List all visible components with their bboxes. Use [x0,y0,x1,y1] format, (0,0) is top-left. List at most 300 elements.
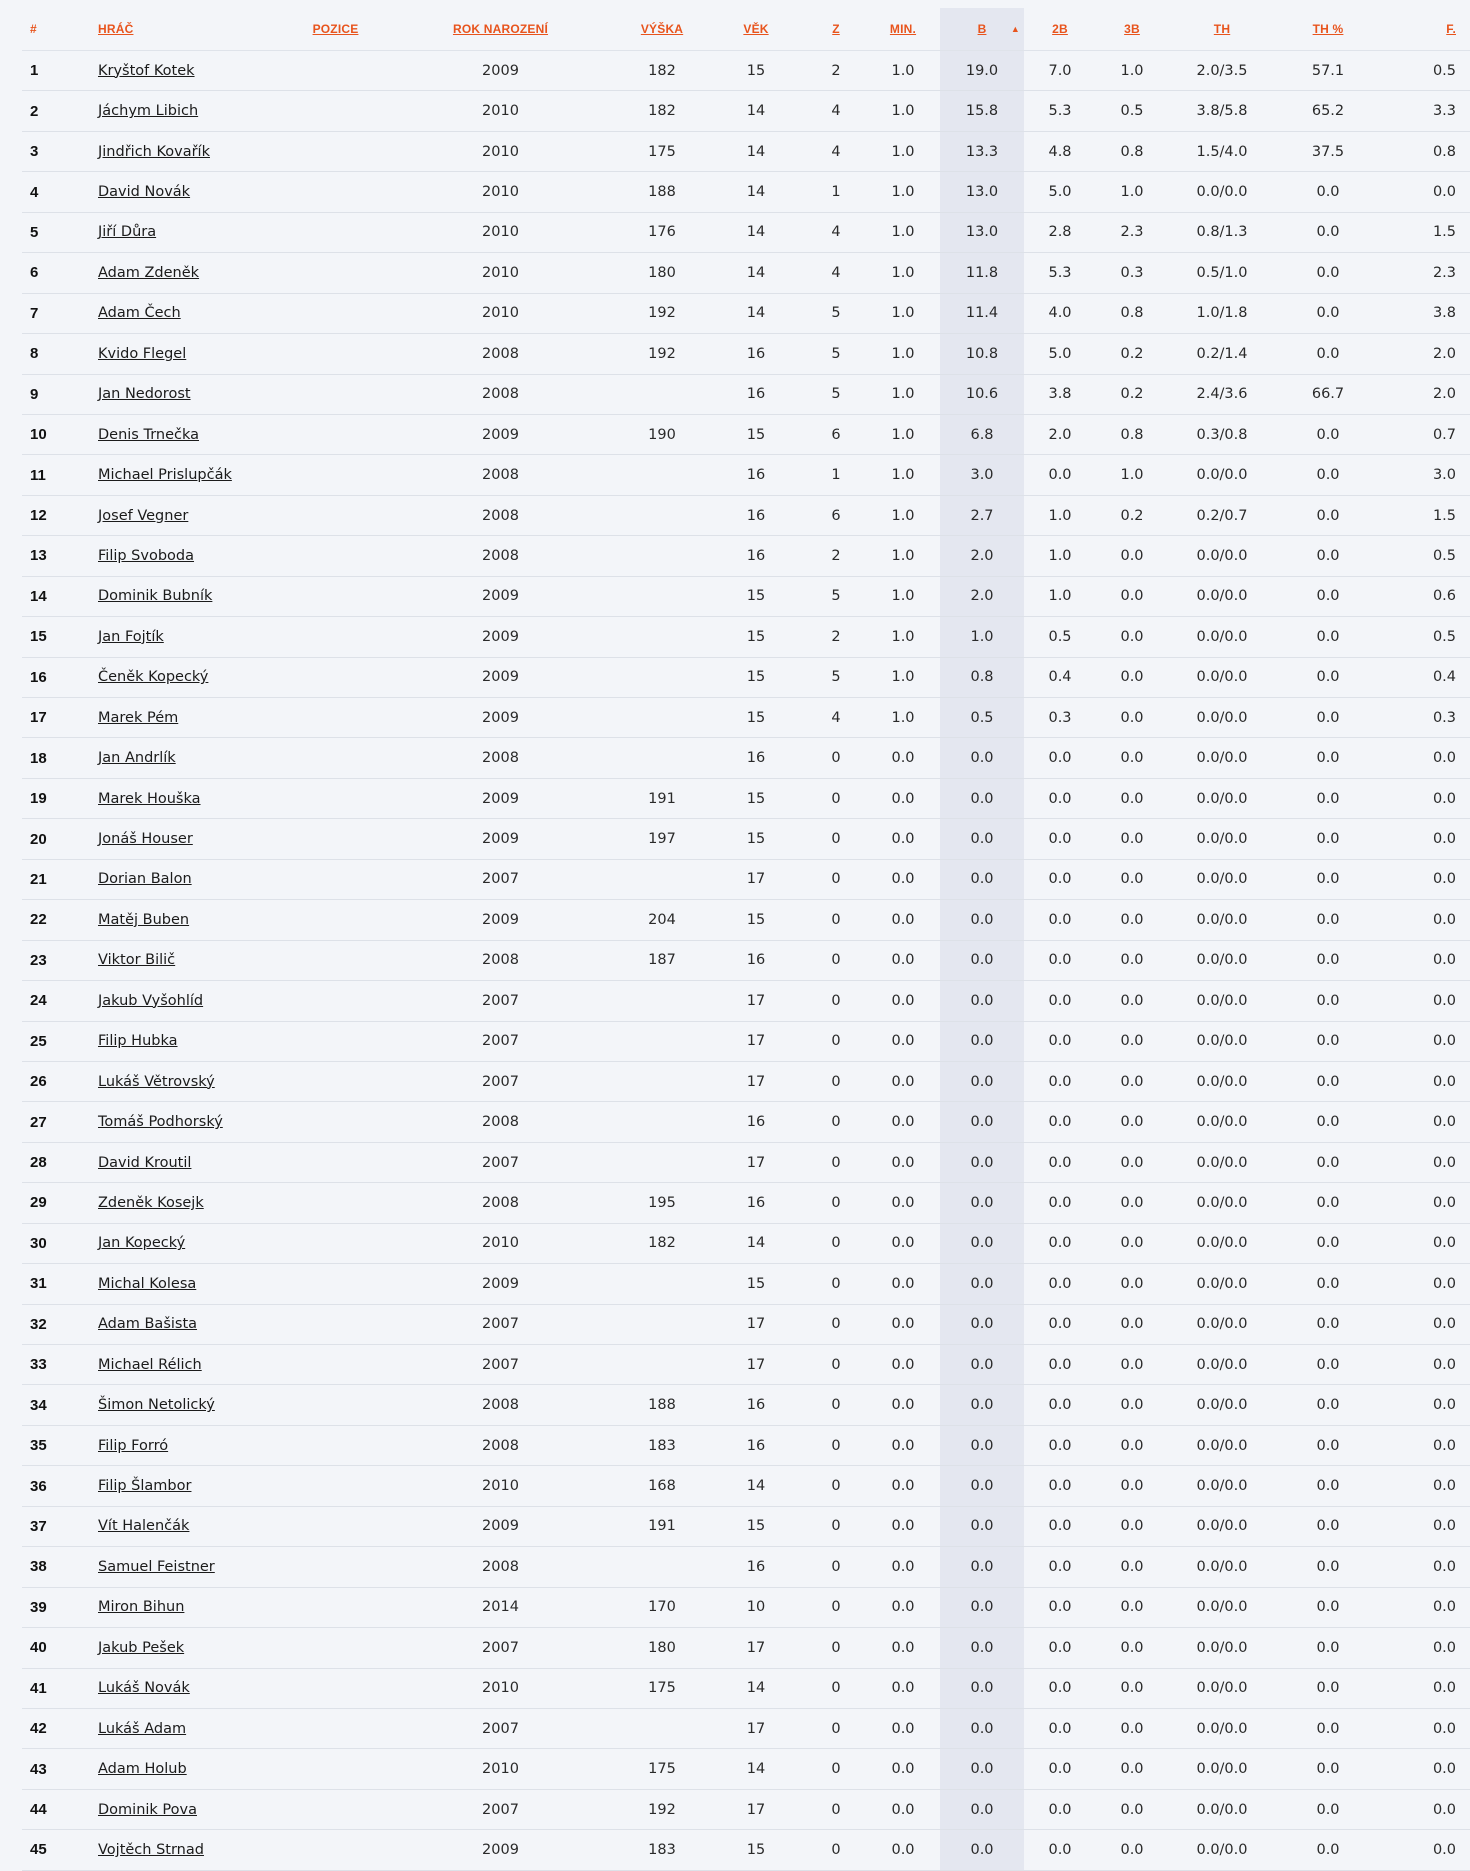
two-pointers-cell: 0.0 [1024,1668,1096,1708]
minutes-cell: 0.0 [866,1385,940,1425]
position-cell [288,374,383,414]
minutes-cell: 0.0 [866,1668,940,1708]
three-pointers-cell: 0.2 [1096,495,1168,535]
player-name-cell [98,1183,288,1223]
player-link[interactable]: Filip Svoboda [98,547,195,564]
position-cell [288,172,383,212]
two-pointers-cell: 2.8 [1024,212,1096,252]
player-link[interactable]: David Novák [98,184,191,201]
table-row [22,1021,1470,1061]
birth-year-cell: 2008 [383,1102,618,1142]
position-cell [288,1021,383,1061]
points-cell: 0.0 [940,1223,1024,1263]
birth-year-cell: 2008 [383,940,618,980]
free-throws-cell: 3.8/5.8 [1168,91,1276,131]
free-throw-pct-cell: 0.0 [1276,172,1380,212]
games-cell: 5 [806,334,866,374]
rank-cell: 25 [22,1021,98,1061]
two-pointers-cell: 0.0 [1024,900,1096,940]
two-pointers-cell: 0.0 [1024,1264,1096,1304]
three-pointers-cell: 0.8 [1096,414,1168,454]
points-cell: 19.0 [940,51,1024,91]
player-link[interactable]: Jáchym Libich [98,103,199,120]
two-pointers-cell: 0.0 [1024,1102,1096,1142]
player-name-cell [98,1708,288,1748]
age-cell: 17 [706,1304,806,1344]
free-throw-pct-cell: 0.0 [1276,1183,1380,1223]
player-link[interactable]: Jan Nedorost [98,386,191,403]
free-throws-cell: 0.0/0.0 [1168,981,1276,1021]
rank-cell: 22 [22,900,98,940]
free-throw-pct-cell: 0.0 [1276,334,1380,374]
player-name-cell [98,1264,288,1304]
player-link[interactable]: Vojtěch Strnad [98,1841,204,1858]
games-cell: 0 [806,1223,866,1263]
position-cell [288,778,383,818]
player-link[interactable]: Jindřich Kovařík [98,143,210,160]
minutes-cell: 0.0 [866,1304,940,1344]
free-throw-pct-cell: 0.0 [1276,1345,1380,1385]
birth-year-cell: 2010 [383,1466,618,1506]
free-throw-pct-cell: 0.0 [1276,1749,1380,1789]
birth-year-cell: 2007 [383,1061,618,1101]
table-row [22,576,1470,616]
player-name-cell [98,1142,288,1182]
player-name-cell [98,1345,288,1385]
table-row [22,1425,1470,1465]
birth-year-cell: 2007 [383,1021,618,1061]
position-cell [288,414,383,454]
position-cell [288,1345,383,1385]
fouls-cell: 0.0 [1380,738,1470,778]
two-pointers-cell: 0.0 [1024,738,1096,778]
height-cell [618,698,706,738]
player-name-cell [98,495,288,535]
player-link[interactable]: Marek Houška [98,790,201,807]
games-cell: 2 [806,51,866,91]
fouls-cell: 2.0 [1380,374,1470,414]
column-header-free-throws[interactable]: TH [1168,8,1276,51]
player-link[interactable]: Jakub Vyšohlíd [98,992,204,1009]
rank-cell: 11 [22,455,98,495]
fouls-cell: 0.0 [1380,1547,1470,1587]
age-cell: 14 [706,1466,806,1506]
table-row [22,1385,1470,1425]
fouls-cell: 0.0 [1380,1668,1470,1708]
minutes-cell: 1.0 [866,698,940,738]
height-cell: 183 [618,1830,706,1870]
column-header-minutes[interactable]: MIN. [866,8,940,51]
fouls-cell: 0.0 [1380,1223,1470,1263]
points-cell: 0.0 [940,1466,1024,1506]
player-link[interactable]: David Kroutil [98,1154,192,1171]
age-cell: 14 [706,1749,806,1789]
age-cell: 16 [706,374,806,414]
player-link[interactable]: Josef Vegner [98,507,189,524]
column-header-free-throw-pct[interactable]: TH % [1276,8,1380,51]
minutes-cell: 0.0 [866,1102,940,1142]
player-link[interactable]: Čeněk Kopecký [98,669,209,686]
player-link[interactable]: Jiří Důra [98,224,157,241]
player-link[interactable]: Marek Pém [98,709,179,726]
column-header-games[interactable]: Z [806,8,866,51]
age-cell: 15 [706,617,806,657]
height-cell [618,738,706,778]
rank-cell: 15 [22,617,98,657]
position-cell [288,334,383,374]
height-cell: 168 [618,1466,706,1506]
column-header-three-pointers[interactable]: 3B [1096,8,1168,51]
three-pointers-cell: 0.0 [1096,1223,1168,1263]
position-cell [288,1385,383,1425]
minutes-cell: 0.0 [866,1021,940,1061]
rank-cell: 37 [22,1506,98,1546]
height-cell: 182 [618,1223,706,1263]
player-name-cell [98,657,288,697]
birth-year-cell: 2010 [383,293,618,333]
player-link[interactable]: Jan Andrlík [98,750,176,767]
rank-cell: 13 [22,536,98,576]
minutes-cell: 1.0 [866,334,940,374]
birth-year-cell: 2008 [383,455,618,495]
free-throws-cell: 0.0/0.0 [1168,1061,1276,1101]
rank-cell: 24 [22,981,98,1021]
minutes-cell: 0.0 [866,981,940,1021]
free-throw-pct-cell: 0.0 [1276,778,1380,818]
free-throw-pct-cell: 0.0 [1276,536,1380,576]
three-pointers-cell: 0.0 [1096,859,1168,899]
player-name-cell [98,131,288,171]
player-link[interactable]: Filip Šlambor [98,1478,192,1495]
age-cell: 15 [706,900,806,940]
three-pointers-cell: 0.0 [1096,900,1168,940]
free-throws-cell: 0.0/0.0 [1168,1587,1276,1627]
minutes-cell: 1.0 [866,455,940,495]
rank-cell: 36 [22,1466,98,1506]
height-cell [618,1102,706,1142]
free-throws-cell: 0.5/1.0 [1168,253,1276,293]
two-pointers-cell: 0.0 [1024,455,1096,495]
free-throw-pct-cell: 0.0 [1276,1708,1380,1748]
free-throws-cell: 0.0/0.0 [1168,1223,1276,1263]
free-throw-pct-cell: 0.0 [1276,1830,1380,1870]
minutes-cell: 1.0 [866,536,940,576]
table-row [22,212,1470,252]
player-link[interactable]: Kryštof Kotek [98,62,195,79]
player-link[interactable]: Vít Halenčák [98,1518,190,1535]
two-pointers-cell: 0.0 [1024,1628,1096,1668]
table-row [22,172,1470,212]
minutes-cell: 1.0 [866,293,940,333]
player-link[interactable]: Matěj Buben [98,911,190,928]
height-cell: 197 [618,819,706,859]
fouls-cell: 0.0 [1380,1628,1470,1668]
free-throws-cell: 0.0/0.0 [1168,617,1276,657]
fouls-cell: 2.0 [1380,334,1470,374]
points-cell: 0.0 [940,1830,1024,1870]
rank-cell: 41 [22,1668,98,1708]
points-cell: 0.0 [940,778,1024,818]
player-link[interactable]: Miron Bihun [98,1599,185,1616]
player-link[interactable]: Samuel Feistner [98,1558,215,1575]
player-name-cell [98,212,288,252]
free-throws-cell: 0.0/0.0 [1168,1183,1276,1223]
player-link[interactable]: Michal Kolesa [98,1275,197,1292]
player-link[interactable]: Michael Prislupčák [98,467,232,484]
rank-cell: 39 [22,1587,98,1627]
games-cell: 6 [806,495,866,535]
player-link[interactable]: Zdeněk Kosejk [98,1194,204,1211]
minutes-cell: 0.0 [866,1547,940,1587]
three-pointers-cell: 0.0 [1096,1466,1168,1506]
age-cell: 15 [706,698,806,738]
games-cell: 2 [806,536,866,576]
rank-cell: 16 [22,657,98,697]
player-link[interactable]: Lukáš Větrovský [98,1073,215,1090]
birth-year-cell: 2008 [383,1425,618,1465]
two-pointers-cell: 0.0 [1024,1345,1096,1385]
rank-cell: 4 [22,172,98,212]
three-pointers-cell: 0.0 [1096,657,1168,697]
fouls-cell: 1.5 [1380,495,1470,535]
age-cell: 17 [706,1789,806,1829]
points-cell: 6.8 [940,414,1024,454]
birth-year-cell: 2007 [383,1789,618,1829]
games-cell: 0 [806,1506,866,1546]
birth-year-cell: 2009 [383,1506,618,1546]
age-cell: 15 [706,1830,806,1870]
table-row [22,1061,1470,1101]
fouls-cell: 0.5 [1380,536,1470,576]
column-header-height[interactable]: VÝŠKA [618,8,706,51]
player-link[interactable]: Adam Zdeněk [98,264,200,281]
three-pointers-cell: 0.0 [1096,1021,1168,1061]
free-throw-pct-cell: 0.0 [1276,1223,1380,1263]
free-throw-pct-cell: 0.0 [1276,576,1380,616]
games-cell: 0 [806,981,866,1021]
free-throw-pct-cell: 0.0 [1276,1668,1380,1708]
games-cell: 0 [806,1830,866,1870]
points-cell: 0.0 [940,1506,1024,1546]
table-row [22,778,1470,818]
rank-cell: 18 [22,738,98,778]
fouls-cell: 0.0 [1380,819,1470,859]
player-link[interactable]: Jan Kopecký [98,1235,186,1252]
points-cell: 0.0 [940,1142,1024,1182]
fouls-cell: 0.0 [1380,1789,1470,1829]
column-header-points[interactable] [940,8,1024,51]
three-pointers-cell: 0.2 [1096,374,1168,414]
player-link[interactable]: Viktor Bilič [98,952,176,969]
two-pointers-cell: 0.0 [1024,778,1096,818]
column-header-fouls[interactable]: F. [1380,8,1470,51]
position-cell [288,1425,383,1465]
two-pointers-cell: 0.0 [1024,981,1096,1021]
two-pointers-cell: 4.0 [1024,293,1096,333]
player-link[interactable]: Michael Rélich [98,1356,202,1373]
position-cell [288,1547,383,1587]
rank-cell: 19 [22,778,98,818]
rank-cell: 44 [22,1789,98,1829]
birth-year-cell: 2009 [383,698,618,738]
position-cell [288,1789,383,1829]
free-throws-cell: 0.0/0.0 [1168,738,1276,778]
birth-year-cell: 2008 [383,495,618,535]
free-throws-cell: 0.0/0.0 [1168,698,1276,738]
minutes-cell: 1.0 [866,495,940,535]
points-cell: 0.5 [940,698,1024,738]
height-cell [618,1547,706,1587]
minutes-cell: 0.0 [866,819,940,859]
games-cell: 0 [806,1021,866,1061]
column-header-player[interactable]: HRÁČ [98,8,288,51]
height-cell: 204 [618,900,706,940]
player-name-cell [98,1304,288,1344]
player-link[interactable]: Jan Fojtík [98,628,164,645]
height-cell: 182 [618,91,706,131]
player-link[interactable]: Adam Holub [98,1761,187,1778]
three-pointers-cell: 0.0 [1096,1830,1168,1870]
table-row [22,293,1470,333]
rank-cell: 32 [22,1304,98,1344]
position-cell [288,91,383,131]
free-throw-pct-cell: 0.0 [1276,617,1380,657]
position-cell [288,1466,383,1506]
player-link[interactable]: Adam Čech [98,305,181,322]
player-link[interactable]: Šimon Netolický [98,1397,215,1414]
player-link[interactable]: Jakub Pešek [98,1639,185,1656]
table-row [22,698,1470,738]
column-header-birth-year[interactable]: ROK NAROZENÍ [383,8,618,51]
fouls-cell: 0.0 [1380,1587,1470,1627]
rank-cell: 45 [22,1830,98,1870]
three-pointers-cell: 0.0 [1096,1304,1168,1344]
sort-desc-icon: ▲ [1010,24,1020,34]
player-link[interactable]: Filip Forró [98,1437,169,1454]
column-header-position[interactable]: POZICE [288,8,383,51]
two-pointers-cell: 1.0 [1024,576,1096,616]
birth-year-cell: 2009 [383,819,618,859]
player-name-cell [98,698,288,738]
two-pointers-cell: 0.0 [1024,1061,1096,1101]
free-throw-pct-cell: 0.0 [1276,293,1380,333]
position-cell [288,1264,383,1304]
player-link[interactable]: Kvido Flegel [98,345,187,362]
table-row [22,1142,1470,1182]
free-throws-cell: 0.0/0.0 [1168,1466,1276,1506]
player-link[interactable]: Dominik Bubník [98,588,213,605]
player-link[interactable]: Denis Trnečka [98,426,200,443]
fouls-cell: 0.0 [1380,940,1470,980]
free-throw-pct-cell: 0.0 [1276,495,1380,535]
height-cell: 190 [618,414,706,454]
player-name-cell [98,374,288,414]
table-row [22,859,1470,899]
two-pointers-cell: 0.0 [1024,1142,1096,1182]
points-cell: 11.8 [940,253,1024,293]
fouls-cell: 0.0 [1380,172,1470,212]
age-cell: 16 [706,536,806,576]
height-cell: 176 [618,212,706,252]
position-cell [288,576,383,616]
player-link[interactable]: Dorian Balon [98,871,192,888]
points-cell: 15.8 [940,91,1024,131]
position-cell [288,51,383,91]
position-cell [288,495,383,535]
player-stats-table [22,8,1470,1871]
column-header-age[interactable]: VĚK [706,8,806,51]
table-row [22,1789,1470,1829]
birth-year-cell: 2007 [383,1628,618,1668]
games-cell: 0 [806,1425,866,1465]
three-pointers-cell: 0.0 [1096,1749,1168,1789]
minutes-cell: 0.0 [866,1345,940,1385]
column-header-two-pointers[interactable]: 2B [1024,8,1096,51]
three-pointers-cell: 0.0 [1096,1506,1168,1546]
age-cell: 15 [706,778,806,818]
age-cell: 15 [706,51,806,91]
free-throw-pct-cell: 57.1 [1276,51,1380,91]
free-throw-pct-cell: 0.0 [1276,1628,1380,1668]
games-cell: 0 [806,1385,866,1425]
three-pointers-cell: 0.0 [1096,1345,1168,1385]
free-throws-cell: 0.0/0.0 [1168,1628,1276,1668]
age-cell: 16 [706,1183,806,1223]
minutes-cell: 0.0 [866,859,940,899]
player-link[interactable]: Lukáš Novák [98,1680,190,1697]
position-cell [288,1587,383,1627]
games-cell: 5 [806,576,866,616]
age-cell: 14 [706,131,806,171]
player-name-cell [98,1223,288,1263]
player-link[interactable]: Dominik Pova [98,1801,197,1818]
age-cell: 16 [706,1547,806,1587]
player-link[interactable]: Tomáš Podhorský [98,1114,223,1131]
points-cell: 0.0 [940,1425,1024,1465]
player-link[interactable]: Adam Bašista [98,1316,198,1333]
player-link[interactable]: Lukáš Adam [98,1720,187,1737]
table-row [22,1223,1470,1263]
table-row [22,1668,1470,1708]
rank-cell: 12 [22,495,98,535]
points-cell: 0.0 [940,738,1024,778]
height-cell [618,1061,706,1101]
table-row [22,657,1470,697]
free-throws-cell: 0.0/0.0 [1168,1304,1276,1344]
rank-cell: 7 [22,293,98,333]
age-cell: 17 [706,1142,806,1182]
fouls-cell: 0.8 [1380,131,1470,171]
height-cell [618,617,706,657]
table-row [22,495,1470,535]
free-throw-pct-cell: 0.0 [1276,1102,1380,1142]
games-cell: 0 [806,778,866,818]
player-name-cell [98,1506,288,1546]
free-throws-cell: 1.5/4.0 [1168,131,1276,171]
fouls-cell: 3.8 [1380,293,1470,333]
three-pointers-cell: 0.2 [1096,334,1168,374]
player-link[interactable]: Jonáš Houser [98,831,193,848]
free-throws-cell: 0.0/0.0 [1168,1547,1276,1587]
age-cell: 17 [706,1708,806,1748]
minutes-cell: 0.0 [866,900,940,940]
player-link[interactable]: Filip Hubka [98,1033,178,1050]
age-cell: 14 [706,91,806,131]
minutes-cell: 0.0 [866,1628,940,1668]
fouls-cell: 0.0 [1380,1021,1470,1061]
free-throws-cell: 0.0/0.0 [1168,778,1276,818]
age-cell: 14 [706,253,806,293]
